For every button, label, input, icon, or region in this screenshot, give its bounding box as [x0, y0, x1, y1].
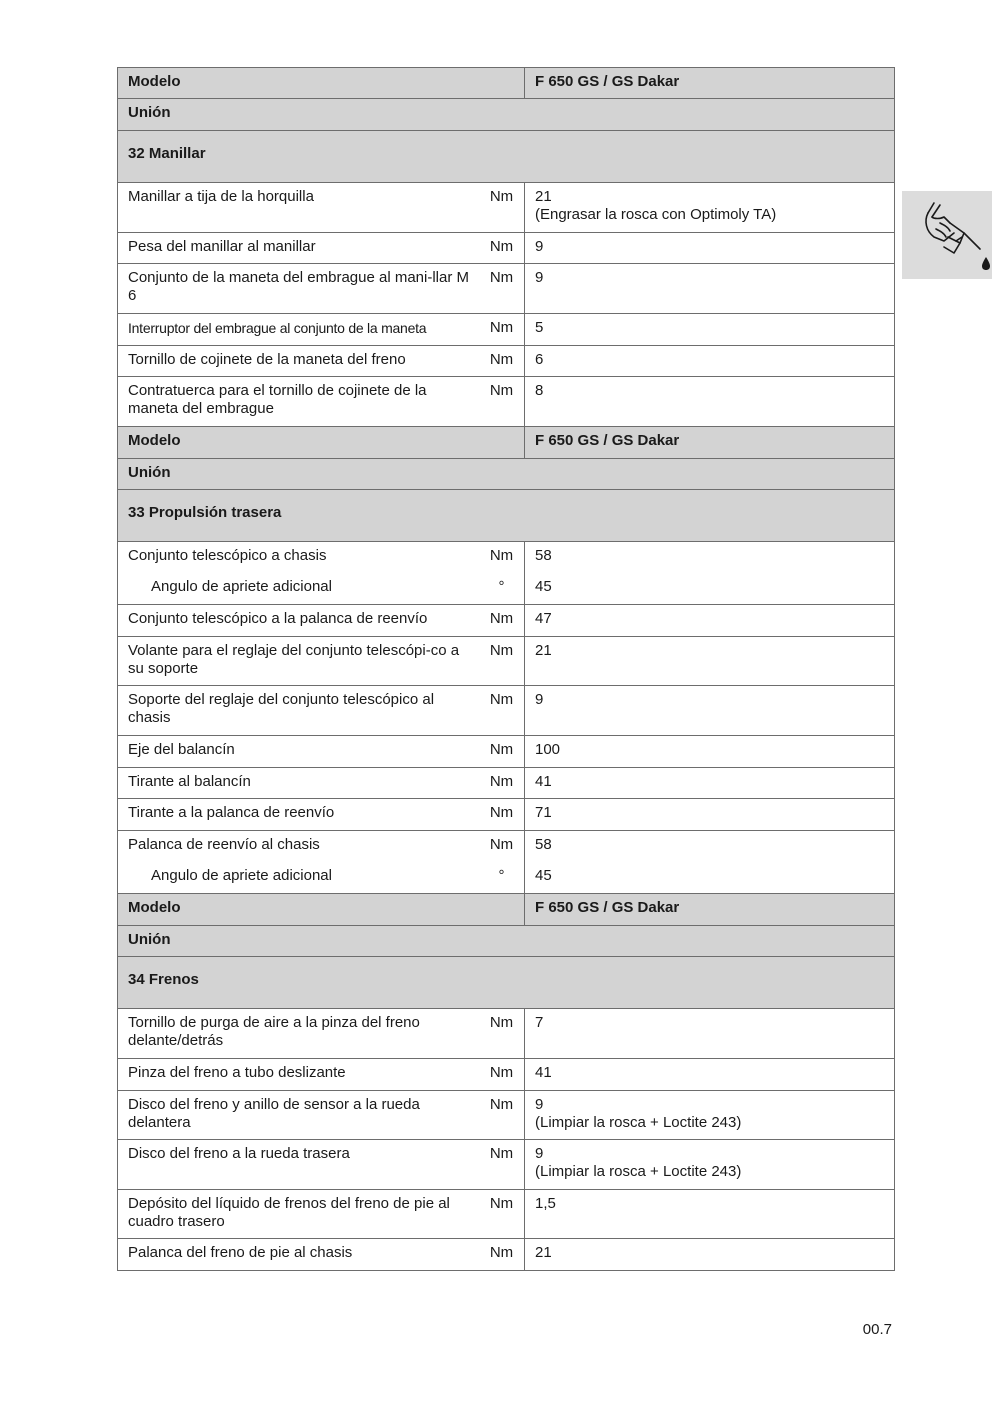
row-description: Contratuerca para el tornillo de cojinete de la maneta del embrague: [128, 382, 427, 417]
row-description: Pinza del freno a tubo deslizante: [128, 1064, 346, 1081]
row-description: Disco del freno a la rueda trasera: [128, 1145, 350, 1162]
row-value: 7: [535, 1014, 544, 1031]
row-value: 8: [535, 382, 544, 399]
table-row: [118, 1009, 894, 1059]
row-description: Eje del balancín: [128, 741, 235, 758]
table-row: [118, 862, 894, 894]
section-side-tab: [902, 191, 992, 279]
section-title: 32 Manillar: [128, 145, 206, 162]
row-description: Depósito del líquido de frenos del freno de pie al cuadro trasero: [128, 1195, 450, 1230]
row-unit: Nm: [479, 233, 525, 263]
table-row: [118, 1059, 894, 1091]
row-value: 47: [535, 610, 552, 627]
model-label: Modelo: [118, 68, 525, 98]
row-value: 21: [535, 1244, 552, 1261]
table-row: [118, 1190, 894, 1239]
row-description: Tirante a la palanca de reenvío: [128, 804, 335, 821]
row-unit: Nm: [479, 1140, 525, 1189]
row-value: 21: [535, 642, 552, 659]
model-header-row: [118, 427, 894, 459]
model-value: F 650 GS / GS Dakar: [535, 432, 680, 449]
row-description: Angulo de apriete adicional: [151, 867, 332, 884]
row-description: Palanca del freno de pie al chasis: [128, 1244, 353, 1261]
row-value: 45: [535, 867, 552, 884]
value-number: 9: [535, 1145, 544, 1162]
union-label: Unión: [128, 104, 171, 121]
row-value: [525, 183, 894, 232]
row-unit: Nm: [479, 1190, 525, 1238]
row-unit: Nm: [479, 831, 525, 862]
table-row: [118, 573, 894, 605]
row-description: Interruptor del embrague al conjunto de la maneta: [128, 320, 427, 336]
section-title: 34 Frenos: [128, 971, 199, 988]
value-note: (Limpiar la rosca + Loctite 243): [535, 1114, 742, 1131]
row-value: 45: [535, 578, 552, 595]
row-unit: Nm: [479, 264, 525, 313]
row-description: Angulo de apriete adicional: [151, 578, 332, 595]
row-unit: Nm: [479, 736, 525, 767]
table-row: [118, 1140, 894, 1190]
table-row: [118, 799, 894, 831]
table-row: [118, 736, 894, 768]
table-row: [118, 686, 894, 736]
row-value: [525, 1091, 894, 1139]
table-row: [118, 637, 894, 686]
row-description: Palanca de reenvío al chasis: [128, 836, 320, 853]
row-value: 9: [535, 269, 544, 286]
table-row: [118, 346, 894, 377]
row-value: 58: [535, 547, 552, 564]
row-unit: Nm: [479, 605, 525, 636]
table-row: [118, 183, 894, 233]
row-value: 100: [535, 741, 561, 758]
union-header-row: [118, 99, 894, 131]
value-note: (Limpiar la rosca + Loctite 243): [535, 1163, 742, 1180]
union-header-row: [118, 459, 894, 490]
row-unit: Nm: [479, 1059, 525, 1090]
union-label: Unión: [128, 931, 171, 948]
union-header-row: [118, 926, 894, 957]
row-value: 9: [535, 238, 544, 255]
hand-oil-can-icon: [920, 197, 992, 273]
row-value: [525, 1140, 894, 1189]
row-description: Conjunto telescópico a chasis: [128, 547, 327, 564]
row-value: 1,5: [535, 1195, 556, 1212]
section-title: 33 Propulsión trasera: [128, 504, 282, 521]
row-unit: Nm: [479, 346, 525, 376]
table-row: [118, 768, 894, 799]
row-value: 41: [535, 773, 552, 790]
row-unit: Nm: [479, 686, 525, 735]
row-value: 9: [535, 691, 544, 708]
model-label: Modelo: [118, 427, 525, 458]
table-row: [118, 233, 894, 264]
page-number: 00.7: [862, 1321, 892, 1338]
row-value: 41: [535, 1064, 552, 1081]
model-value: F 650 GS / GS Dakar: [535, 73, 680, 90]
row-unit: Nm: [479, 1239, 525, 1270]
model-header-row: [118, 894, 894, 926]
value-number: 21: [535, 188, 552, 205]
table-row: [118, 1091, 894, 1140]
row-description: Tornillo de purga de aire a la pinza del freno delante/detrás: [128, 1014, 420, 1049]
row-unit: Nm: [479, 1091, 525, 1139]
section-title-row: [118, 957, 894, 1009]
table-row: [118, 1239, 894, 1271]
row-unit: Nm: [479, 314, 525, 345]
table-row: [118, 542, 894, 573]
row-description: Conjunto telescópico a la palanca de reenvío: [128, 610, 428, 627]
section-title-row: [118, 490, 894, 542]
row-description: Manillar a tija de la horquilla: [128, 188, 314, 205]
row-description: Pesa del manillar al manillar: [128, 238, 316, 255]
row-description: Conjunto de la maneta del embrague al mani-llar M 6: [128, 269, 470, 304]
row-description: Disco del freno y anillo de sensor a la rueda delantera: [128, 1096, 420, 1131]
table-row: [118, 831, 894, 862]
model-label: Modelo: [118, 894, 525, 925]
union-label: Unión: [128, 464, 171, 481]
row-unit: Nm: [479, 799, 525, 830]
row-unit: °: [479, 573, 525, 604]
table-row: [118, 377, 894, 427]
model-header-row: [118, 68, 894, 99]
row-value: 5: [535, 319, 544, 336]
table-row: [118, 264, 894, 314]
row-unit: Nm: [479, 542, 525, 573]
row-unit: Nm: [479, 768, 525, 798]
value-note: (Engrasar la rosca con Optimoly TA): [535, 206, 777, 223]
row-description: Volante para el reglaje del conjunto telescópi-co a su soporte: [128, 642, 460, 677]
row-unit: Nm: [479, 1009, 525, 1058]
row-value: 6: [535, 351, 544, 368]
row-unit: °: [479, 862, 525, 893]
table-row: [118, 314, 894, 346]
model-value: F 650 GS / GS Dakar: [535, 899, 680, 916]
torque-table: [117, 67, 895, 1271]
row-description: Soporte del reglaje del conjunto telescópico al chasis: [128, 691, 435, 726]
row-unit: Nm: [479, 637, 525, 685]
row-unit: Nm: [479, 377, 525, 426]
row-description: Tirante al balancín: [128, 773, 251, 790]
value-number: 9: [535, 1096, 544, 1113]
row-value: 71: [535, 804, 552, 821]
row-value: 58: [535, 836, 552, 853]
row-description: Tornillo de cojinete de la maneta del freno: [128, 351, 406, 368]
table-row: [118, 605, 894, 637]
row-unit: Nm: [479, 183, 525, 232]
section-title-row: [118, 131, 894, 183]
